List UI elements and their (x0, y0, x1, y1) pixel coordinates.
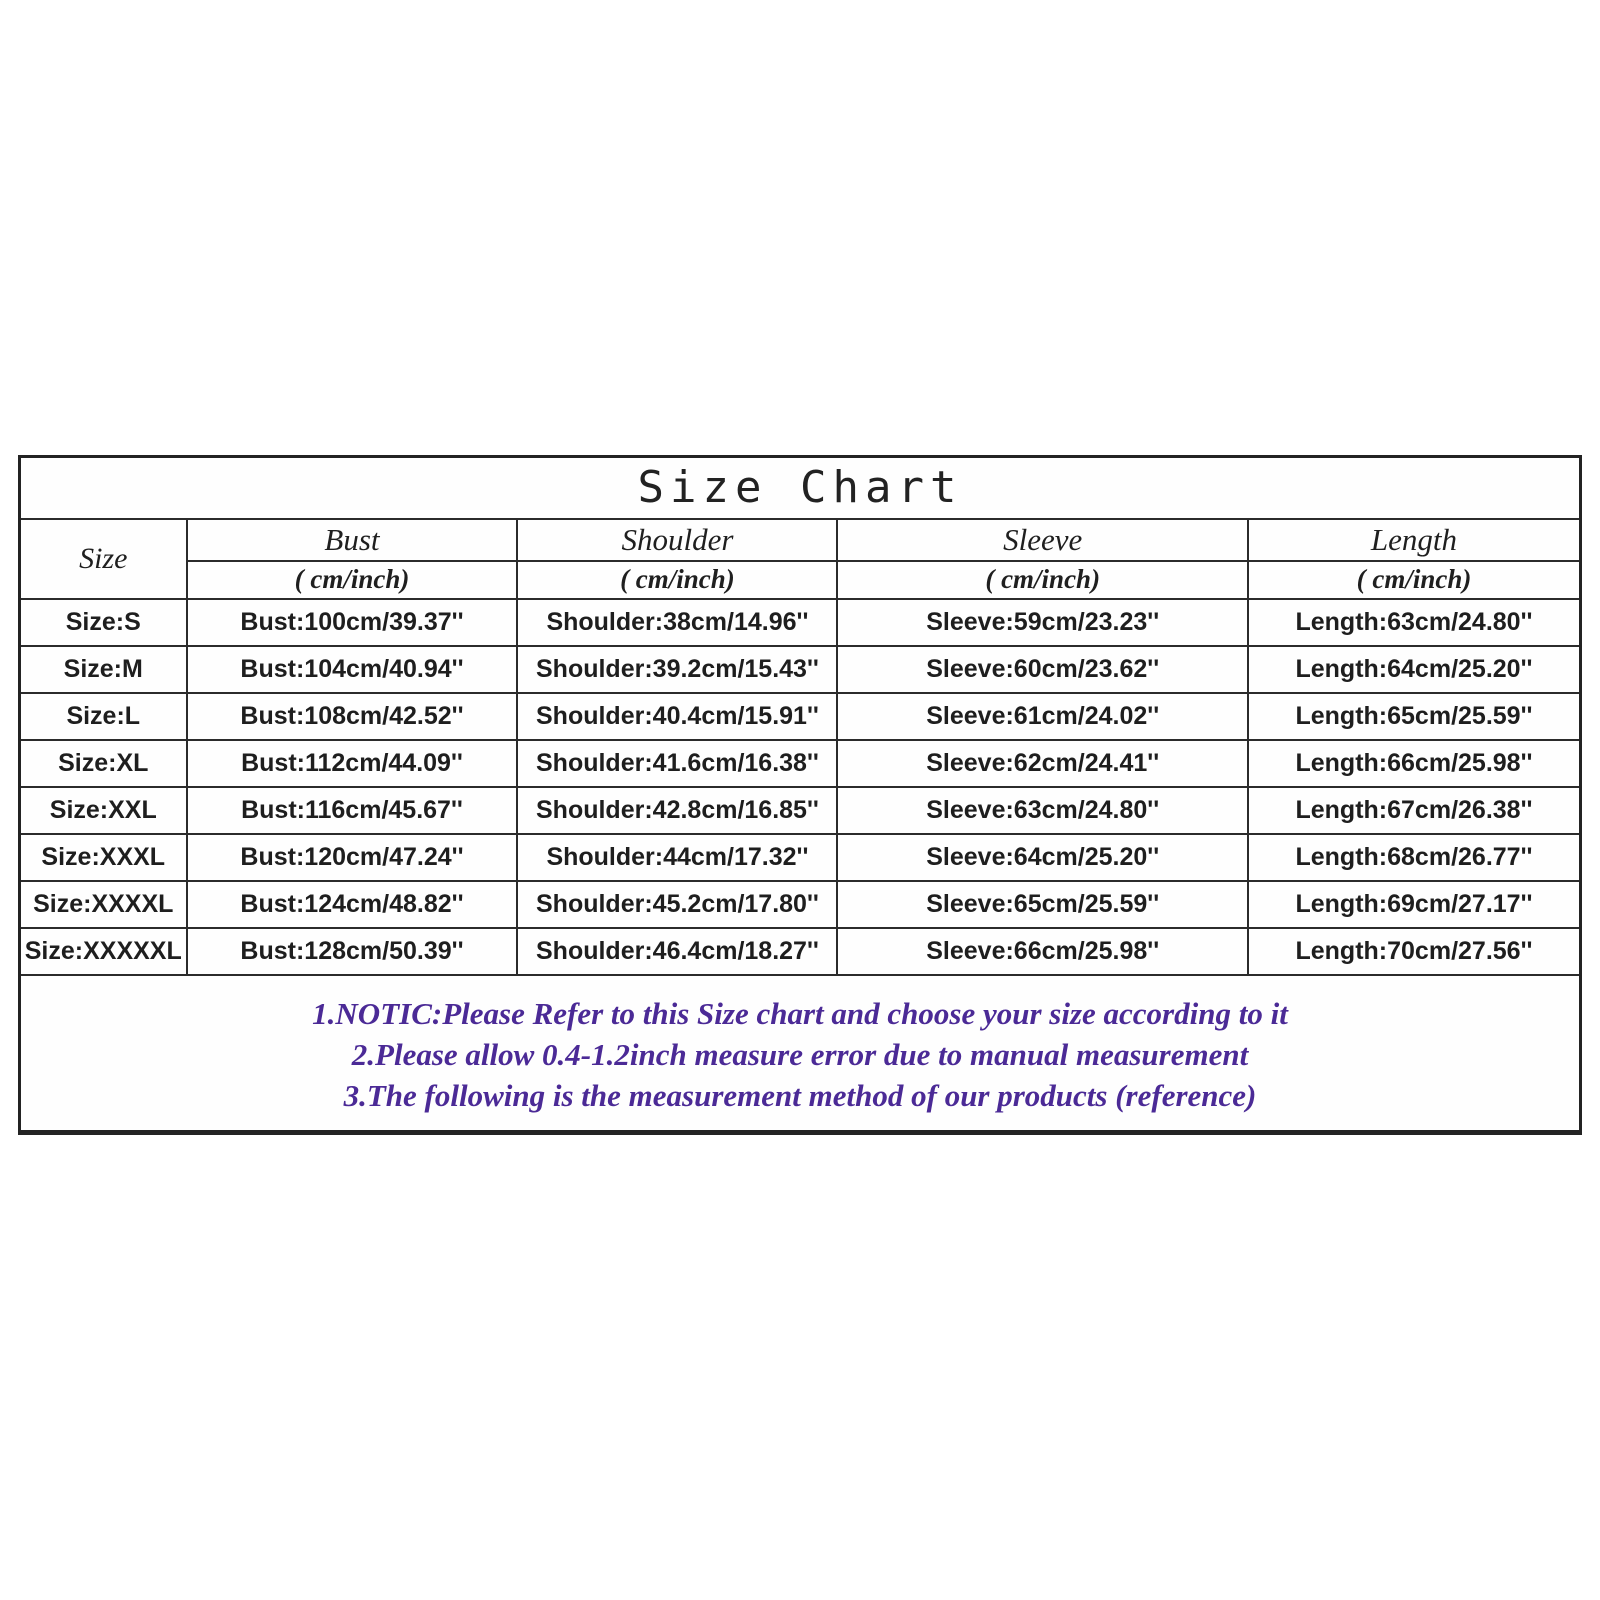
size-chart-sheet (18, 455, 1582, 1135)
table-row-s (20, 599, 1581, 646)
shoulder-cell: Shoulder:38cm/14.96'' (517, 599, 837, 646)
sleeve-cell: Sleeve:66cm/25.98'' (837, 928, 1248, 975)
shoulder-cell: Shoulder:44cm/17.32'' (517, 834, 837, 881)
size-cell: Size:XXXXL (20, 881, 187, 928)
table-row-xxxxl (20, 881, 1581, 928)
bust-cell: Bust:108cm/42.52'' (187, 693, 518, 740)
bust-cell: Bust:100cm/39.37'' (187, 599, 518, 646)
size-cell: Size:XXL (20, 787, 187, 834)
size-cell: Size:M (20, 646, 187, 693)
bust-cell: Bust:112cm/44.09'' (187, 740, 518, 787)
size-cell: Size:XXXXXL (20, 928, 187, 975)
table-row-xxxxxl (20, 928, 1581, 975)
shoulder-cell: Shoulder:42.8cm/16.85'' (517, 787, 837, 834)
bust-cell: Bust:124cm/48.82'' (187, 881, 518, 928)
shoulder-cell: Shoulder:46.4cm/18.27'' (517, 928, 837, 975)
size-cell: Size:XXXL (20, 834, 187, 881)
sleeve-cell: Sleeve:60cm/23.62'' (837, 646, 1248, 693)
title-row (20, 457, 1581, 519)
page-title: Size Chart (20, 457, 1581, 519)
shoulder-cell: Shoulder:40.4cm/15.91'' (517, 693, 837, 740)
size-cell: Size:XL (20, 740, 187, 787)
length-cell: Length:69cm/27.17'' (1248, 881, 1581, 928)
table-row-m (20, 646, 1581, 693)
length-cell: Length:67cm/26.38'' (1248, 787, 1581, 834)
header-row (20, 519, 1581, 561)
size-chart-table (18, 455, 1582, 1135)
shoulder-cell: Shoulder:45.2cm/17.80'' (517, 881, 837, 928)
bust-cell: Bust:116cm/45.67'' (187, 787, 518, 834)
shoulder-cell: Shoulder:39.2cm/15.43'' (517, 646, 837, 693)
unit-shoulder: ( cm/inch) (517, 561, 837, 599)
table-row-xl (20, 740, 1581, 787)
table-row-xxxl (20, 834, 1581, 881)
size-cell: Size:S (20, 599, 187, 646)
note-line-3: 3.The following is the measurement method of our products (reference) (343, 1078, 1257, 1114)
unit-sleeve: ( cm/inch) (837, 561, 1248, 599)
length-cell: Length:65cm/25.59'' (1248, 693, 1581, 740)
shoulder-cell: Shoulder:41.6cm/16.38'' (517, 740, 837, 787)
sleeve-cell: Sleeve:65cm/25.59'' (837, 881, 1248, 928)
bust-cell: Bust:120cm/47.24'' (187, 834, 518, 881)
sleeve-cell: Sleeve:63cm/24.80'' (837, 787, 1248, 834)
sleeve-cell: Sleeve:61cm/24.02'' (837, 693, 1248, 740)
column-header-bust: Bust (187, 519, 518, 561)
unit-row (20, 561, 1581, 599)
sleeve-cell: Sleeve:64cm/25.20'' (837, 834, 1248, 881)
unit-length: ( cm/inch) (1248, 561, 1581, 599)
length-cell: Length:66cm/25.98'' (1248, 740, 1581, 787)
length-cell: Length:63cm/24.80'' (1248, 599, 1581, 646)
length-cell: Length:70cm/27.56'' (1248, 928, 1581, 975)
column-header-length: Length (1248, 519, 1581, 561)
note-line-2: 2.Please allow 0.4-1.2inch measure error due to manual measurement (351, 1037, 1249, 1073)
note-line-1: 1.NOTIC:Please Refer to this Size chart and choose your size according to it (312, 996, 1288, 1032)
table-row-l (20, 693, 1581, 740)
column-header-sleeve: Sleeve (837, 519, 1248, 561)
notes-row (20, 975, 1581, 1133)
bust-cell: Bust:128cm/50.39'' (187, 928, 518, 975)
column-header-shoulder: Shoulder (517, 519, 837, 561)
notes-cell (20, 975, 1581, 1133)
bust-cell: Bust:104cm/40.94'' (187, 646, 518, 693)
sleeve-cell: Sleeve:59cm/23.23'' (837, 599, 1248, 646)
sleeve-cell: Sleeve:62cm/24.41'' (837, 740, 1248, 787)
size-cell: Size:L (20, 693, 187, 740)
column-header-size: Size (20, 519, 187, 599)
table-row-xxl (20, 787, 1581, 834)
length-cell: Length:64cm/25.20'' (1248, 646, 1581, 693)
unit-bust: ( cm/inch) (187, 561, 518, 599)
length-cell: Length:68cm/26.77'' (1248, 834, 1581, 881)
